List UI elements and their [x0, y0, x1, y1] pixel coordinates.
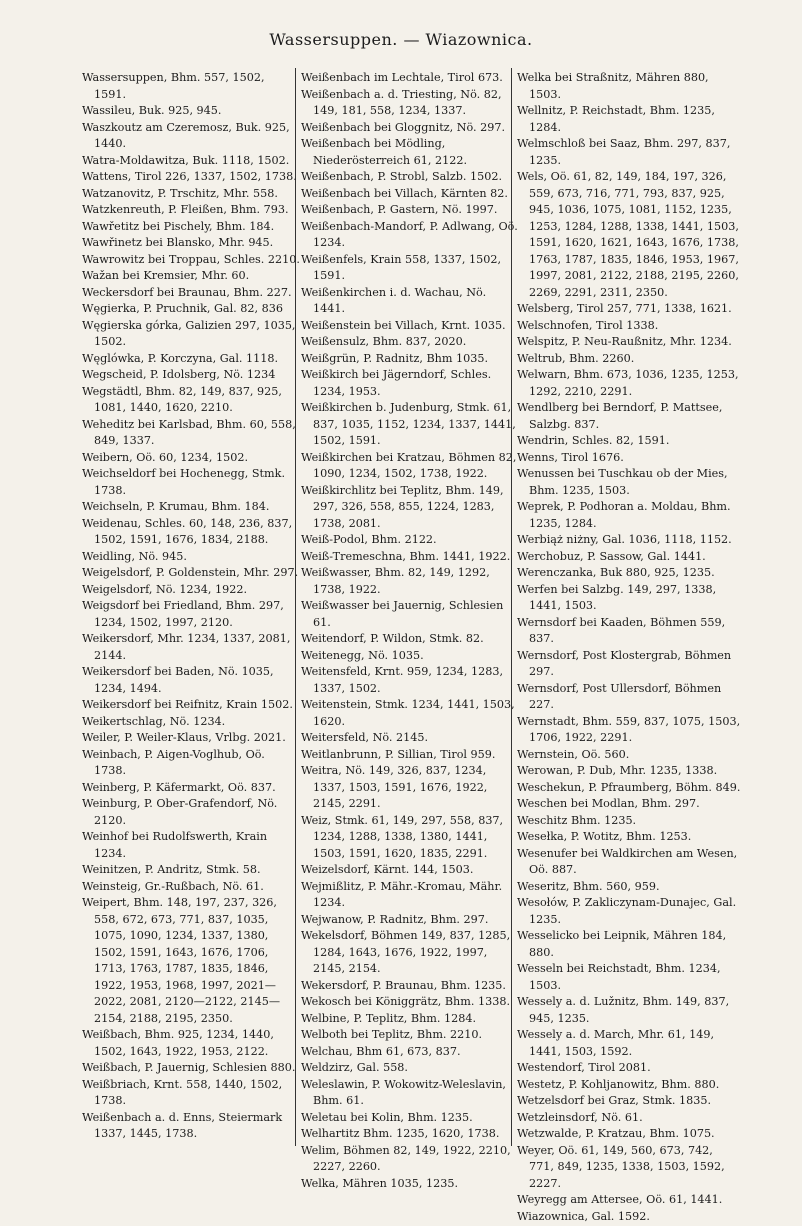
- index-entry: Wekersdorf, P. Braunau, Bhm. 1235.: [301, 978, 506, 992]
- index-entry: Wellnitz, P. Reichstadt, Bhm. 1235, 1284.: [517, 104, 715, 134]
- index-entry: Wernstein, Oö. 560.: [517, 747, 630, 761]
- index-entry: Weschitz Bhm. 1235.: [517, 813, 637, 827]
- index-entry: Waszkoutz am Czeremosz, Buk. 925, 1440.: [82, 120, 290, 150]
- index-column-1: [82, 70, 300, 1143]
- index-entry: Wažan bei Kremsier, Mhr. 60.: [82, 269, 250, 282]
- index-entry: Weinberg, P. Käfermarkt, Oö. 837.: [82, 780, 276, 794]
- index-entry: Welka, Mähren 1035, 1235.: [301, 1176, 459, 1190]
- index-entry: Weikertschlag, Nö. 1234.: [82, 714, 226, 728]
- index-entry: Weikersdorf, Mhr. 1234, 1337, 2081, 2144.: [82, 632, 291, 662]
- index-entry: Weigelsdorf, Nö. 1234, 1922.: [82, 582, 248, 596]
- index-entry: Wesselicko bei Leipnik, Mähren 184, 880.: [517, 929, 727, 959]
- index-entry: Wegstädtl, Bhm. 82, 149, 837, 925, 1081, 1440, 1620, 2210.: [82, 384, 282, 414]
- index-entry: Welspitz, P. Neu-Raußnitz, Mhr. 1234.: [517, 335, 732, 348]
- index-entry: Weigsdorf bei Friedland, Bhm. 297, 1234, 1502, 1997, 2120.: [82, 599, 284, 629]
- index-entry: Weinsteig, Gr.-Rußbach, Nö. 61.: [82, 879, 264, 893]
- index-entry: Wattens, Tirol 226, 1337, 1502, 1738.: [82, 170, 297, 183]
- index-entry: Weitendorf, P. Wildon, Stmk. 82.: [301, 632, 484, 645]
- index-entry: Weinburg, P. Ober-Grafendorf, Nö. 2120.: [82, 797, 278, 827]
- index-entry: Wenussen bei Tuschkau ob der Mies, Bhm. 1235, 1503.: [517, 467, 728, 497]
- index-entry: Weißkirch bei Jägerndorf, Schles. 1234, 1953.: [301, 368, 492, 398]
- index-entry: Wawřinetz bei Blansko, Mhr. 945.: [82, 236, 274, 249]
- index-entry: Wawrowitz bei Troppau, Schles. 2210.: [82, 252, 300, 266]
- index-entry: Weißbriach, Krnt. 558, 1440, 1502, 1738.: [82, 1077, 283, 1107]
- index-entry: Wiazownica, Gal. 1592.: [517, 1209, 650, 1223]
- index-entry: Weitenstein, Stmk. 1234, 1441, 1503, 1620.: [301, 698, 515, 728]
- index-entry: Weinitzen, P. Andritz, Stmk. 58.: [82, 863, 261, 876]
- index-entry: Westendorf, Tirol 2081.: [517, 1061, 651, 1074]
- index-entry: Wetzelsdorf bei Graz, Stmk. 1835.: [517, 1094, 712, 1107]
- index-entry: Wassileu, Buk. 925, 945.: [82, 104, 222, 117]
- index-entry: Węgierka, P. Pruchnik, Gal. 82, 836: [82, 302, 283, 315]
- index-entry: Weyer, Oö. 61, 149, 560, 673, 742, 771, 849, 1235, 1338, 1503, 1592, 2227.: [517, 1143, 725, 1190]
- index-column-2: [301, 70, 519, 1192]
- index-entry: Węgierska górka, Galizien 297, 1035, 1502.: [82, 318, 296, 348]
- index-entry: Weprek, P. Podhoran a. Moldau, Bhm. 1235, 1284.: [517, 500, 731, 530]
- index-entry: Wejwanow, P. Radnitz, Bhm. 297.: [301, 912, 489, 926]
- index-entry: Wesełka, P. Wotitz, Bhm. 1253.: [517, 830, 692, 843]
- index-entry: Weinbach, P. Aigen-Voglhub, Oö. 1738.: [82, 747, 265, 777]
- index-entry: Weißgrün, P. Radnitz, Bhm 1035.: [301, 351, 489, 365]
- index-entry: Wassersuppen, Bhm. 557, 1502, 1591.: [82, 71, 265, 101]
- index-entry: Weitlanbrunn, P. Sillian, Tirol 959.: [301, 747, 496, 761]
- index-entry: Wetzleinsdorf, Nö. 61.: [517, 1110, 643, 1124]
- index-entry: Weltrub, Bhm. 2260.: [517, 351, 635, 365]
- index-entry: Weißenbach, P. Gastern, Nö. 1997.: [301, 203, 498, 216]
- index-entry: Werchobuz, P. Sassow, Gal. 1441.: [517, 549, 706, 563]
- index-entry: Weiz, Stmk. 61, 149, 297, 558, 837, 1234, 1288, 1338, 1380, 1441, 1503, 1591, 1620, 1835, 2291.: [301, 813, 504, 860]
- index-entry: Weibern, Oö. 60, 1234, 1502.: [82, 450, 249, 464]
- index-entry: Welka bei Straßnitz, Mähren 880, 1503.: [517, 71, 709, 101]
- index-entry: Welbine, P. Teplitz, Bhm. 1284.: [301, 1011, 477, 1025]
- index-entry: Weißenbach bei Mödling, Niederösterreich 61, 2122.: [301, 137, 468, 167]
- index-entry: Weißenbach a. d. Triesting, Nö. 82, 149, 181, 558, 1234, 1337.: [301, 87, 502, 117]
- index-entry: Wessely a. d. Lužnitz, Bhm. 149, 837, 945, 1235.: [517, 995, 730, 1025]
- index-entry: Weißenbach, P. Strobl, Salzb. 1502.: [301, 170, 503, 183]
- index-entry: Welschnofen, Tirol 1338.: [517, 318, 659, 332]
- index-entry: Weichseldorf bei Hochenegg, Stmk. 1738.: [82, 467, 286, 497]
- index-entry: Welhartitz Bhm. 1235, 1620, 1738.: [301, 1127, 500, 1140]
- index-entry: Weigelsdorf, P. Goldenstein, Mhr. 297.: [82, 566, 299, 579]
- index-entry: Weißkirchlitz bei Teplitz, Bhm. 149, 297, 326, 558, 855, 1224, 1283, 1738, 2081.: [301, 483, 504, 530]
- index-entry: Weitra, Nö. 149, 326, 837, 1234, 1337, 1503, 1591, 1676, 1922, 2145, 2291.: [301, 764, 488, 810]
- index-entry: Weichseln, P. Krumau, Bhm. 184.: [82, 500, 270, 513]
- page-title: Wassersuppen. — Wiazownica.: [269, 30, 533, 49]
- index-entry: Wessely a. d. March, Mhr. 61, 149, 1441, 1503, 1592.: [517, 1028, 715, 1058]
- index-entry: Weitenegg, Nö. 1035.: [301, 648, 424, 662]
- index-entry: Weißwasser, Bhm. 82, 149, 1292, 1738, 1922.: [301, 566, 490, 596]
- index-entry: Welboth bei Teplitz, Bhm. 2210.: [301, 1028, 483, 1041]
- index-entry: Wenns, Tirol 1676.: [517, 450, 624, 464]
- index-entry: Wernsdorf, Post Ullersdorf, Böhmen 227.: [517, 681, 722, 711]
- index-entry: Weitersfeld, Nö. 2145.: [301, 731, 429, 744]
- index-entry: Weißwasser bei Jauernig, Schlesien 61.: [301, 599, 504, 629]
- index-entry: Weletau bei Kolin, Bhm. 1235.: [301, 1110, 473, 1124]
- index-entry: Wekelsdorf, Böhmen 149, 837, 1285, 1284, 1643, 1676, 1922, 1997, 2145, 2154.: [301, 929, 511, 975]
- index-entry: Welchau, Bhm 61, 673, 837.: [301, 1044, 461, 1058]
- index-entry: Wendlberg bei Berndorf, P. Mattsee, Salzbg. 837.: [517, 401, 723, 431]
- index-entry: Weldzirz, Gal. 558.: [301, 1061, 408, 1074]
- index-entry: Weißbach, P. Jauernig, Schlesien 880.: [82, 1061, 296, 1074]
- index-entry: Weiß-Tremeschna, Bhm. 1441, 1922.: [301, 549, 511, 563]
- index-entry: Weißenbach bei Villach, Kärnten 82.: [301, 186, 508, 200]
- index-entry: Weißenbach im Lechtale, Tirol 673.: [301, 71, 503, 84]
- index-entry: Weißenbach a. d. Enns, Steiermark 1337, 1445, 1738.: [82, 1110, 283, 1140]
- index-entry: Weißenfels, Krain 558, 1337, 1502, 1591.: [301, 252, 502, 282]
- index-entry: Weseritz, Bhm. 560, 959.: [517, 879, 660, 893]
- index-entry: Werowan, P. Dub, Mhr. 1235, 1338.: [517, 764, 718, 777]
- index-entry: Weyregg am Attersee, Oö. 61, 1441.: [517, 1193, 723, 1206]
- index-entry: Werenczanka, Buk 880, 925, 1235.: [517, 566, 715, 579]
- index-entry: Welsberg, Tirol 257, 771, 1338, 1621.: [517, 302, 732, 315]
- index-entry: Weißbach, Bhm. 925, 1234, 1440, 1502, 1643, 1922, 1953, 2122.: [82, 1028, 274, 1058]
- index-entry: Weheditz bei Karlsbad, Bhm. 60, 558, 849, 1337.: [82, 417, 296, 447]
- index-entry: Welim, Böhmen 82, 149, 1922, 2210, 2227, 2260.: [301, 1143, 511, 1173]
- index-entry: Wetzwalde, P. Kratzau, Bhm. 1075.: [517, 1127, 715, 1140]
- index-entry: Weckersdorf bei Braunau, Bhm. 227.: [82, 285, 292, 299]
- index-entry: Wendrin, Schles. 82, 1591.: [517, 434, 670, 447]
- index-entry: Wesenufer bei Waldkirchen am Wesen, Oö. 887.: [517, 846, 738, 876]
- index-entry: Weinhof bei Rudolfswerth, Krain 1234.: [82, 830, 268, 860]
- index-entry: Welwarn, Bhm. 673, 1036, 1235, 1253, 1292, 2210, 2291.: [517, 368, 739, 398]
- index-entry: Weißenbach-Mandorf, P. Adlwang, Oö. 1234.: [301, 219, 518, 249]
- index-entry: Werbiąż niżny, Gal. 1036, 1118, 1152.: [517, 533, 732, 546]
- index-entry: Wesseln bei Reichstadt, Bhm. 1234, 1503.: [517, 962, 721, 992]
- index-entry: Wejmißlitz, P. Mähr.-Kromau, Mähr. 1234.: [301, 879, 503, 909]
- index-entry: Węglówka, P. Korczyna, Gal. 1118.: [82, 351, 279, 365]
- index-entry: Weißkirchen bei Kratzau, Böhmen 82, 1090, 1234, 1502, 1738, 1922.: [301, 450, 517, 480]
- index-entry: Wegscheid, P. Idolsberg, Nö. 1234: [82, 368, 276, 381]
- index-entry: Watra-Moldawitza, Buk. 1118, 1502.: [82, 153, 290, 167]
- index-entry: Weikersdorf bei Baden, Nö. 1035, 1234, 1494.: [82, 665, 274, 695]
- index-entry: Weschekun, P. Pfraumberg, Böhm. 849.: [517, 780, 741, 794]
- index-entry: Westetz, P. Kohljanowitz, Bhm. 880.: [517, 1077, 720, 1091]
- index-entry: Weipert, Bhm. 148, 197, 237, 326, 558, 672, 673, 771, 837, 1035, 1075, 1090, 1234, 1337, 1380, 1502, 1591, 1643, 1676, 1706, 1713, 1763, 1787, 1835, 1846, 1922, 1953, 1968, 1997, 2021—2022, 2081, 2120—2122, 2145—2154, 2188, 2195, 2350.: [82, 896, 281, 1025]
- index-entry: Wels, Oö. 61, 82, 149, 184, 197, 326, 559, 673, 716, 771, 793, 837, 925, 945, 1036, 1075, 1081, 1152, 1235, 1253, 1284, 1288, 1338, 1441, 1503, 1591, 1620, 1621, 1643, 1676, 1738, 1763, 1787, 1835, 1846, 1953, 1967, 1997, 2081, 2122, 2188, 2195, 2260, 2269, 2291, 2311, 2350.: [517, 170, 739, 299]
- index-entry: Weschen bei Modlan, Bhm. 297.: [517, 797, 700, 810]
- index-entry: Watzanovitz, P. Trschitz, Mhr. 558.: [82, 186, 278, 200]
- index-column-3: [517, 70, 741, 1225]
- index-entry: Weizelsdorf, Kärnt. 144, 1503.: [301, 863, 474, 876]
- index-entry: Weiler, P. Weiler-Klaus, Vrlbg. 2021.: [82, 731, 286, 744]
- index-entry: Weiß-Podol, Bhm. 2122.: [301, 533, 437, 546]
- index-entry: Weißenbach bei Gloggnitz, Nö. 297.: [301, 120, 506, 134]
- index-entry: Wernsdorf, Post Klostergrab, Böhmen 297.: [517, 648, 732, 678]
- index-entry: Weißenkirchen i. d. Wachau, Nö. 1441.: [301, 285, 487, 315]
- index-entry: Weißkirchen b. Judenburg, Stmk. 61, 837, 1035, 1152, 1234, 1337, 1441, 1502, 1591.: [301, 401, 516, 447]
- index-entry: Weidenau, Schles. 60, 148, 236, 837, 1502, 1591, 1676, 1834, 2188.: [82, 516, 293, 546]
- index-entry: Weißenstein bei Villach, Krnt. 1035.: [301, 318, 506, 332]
- index-entry: Werfen bei Salzbg. 149, 297, 1338, 1441, 1503.: [517, 582, 717, 612]
- index-entry: Weißensulz, Bhm. 837, 2020.: [301, 335, 467, 348]
- index-entry: Welmschloß bei Saaz, Bhm. 297, 837, 1235.: [517, 137, 731, 167]
- index-entry: Watzkenreuth, P. Fleißen, Bhm. 793.: [82, 203, 289, 216]
- index-entry: Weidling, Nö. 945.: [82, 549, 187, 563]
- index-entry: Weikersdorf bei Reifnitz, Krain 1502.: [82, 698, 293, 711]
- index-entry: Wernstadt, Bhm. 559, 837, 1075, 1503, 1706, 1922, 2291.: [517, 714, 741, 744]
- index-entry: Weleslawin, P. Wokowitz-Weleslavin, Bhm. 61.: [301, 1077, 506, 1107]
- index-entry: Wekosch bei Königgrätz, Bhm. 1338.: [301, 995, 510, 1008]
- index-entry: Wawřetitz bei Pischely, Bhm. 184.: [82, 219, 275, 233]
- index-entry: Wesołów, P. Zakliczynam-Dunajec, Gal. 1235.: [517, 896, 737, 926]
- index-entry: Weitensfeld, Krnt. 959, 1234, 1283, 1337, 1502.: [301, 665, 504, 695]
- index-entry: Wernsdorf bei Kaaden, Böhmen 559, 837.: [517, 615, 726, 645]
